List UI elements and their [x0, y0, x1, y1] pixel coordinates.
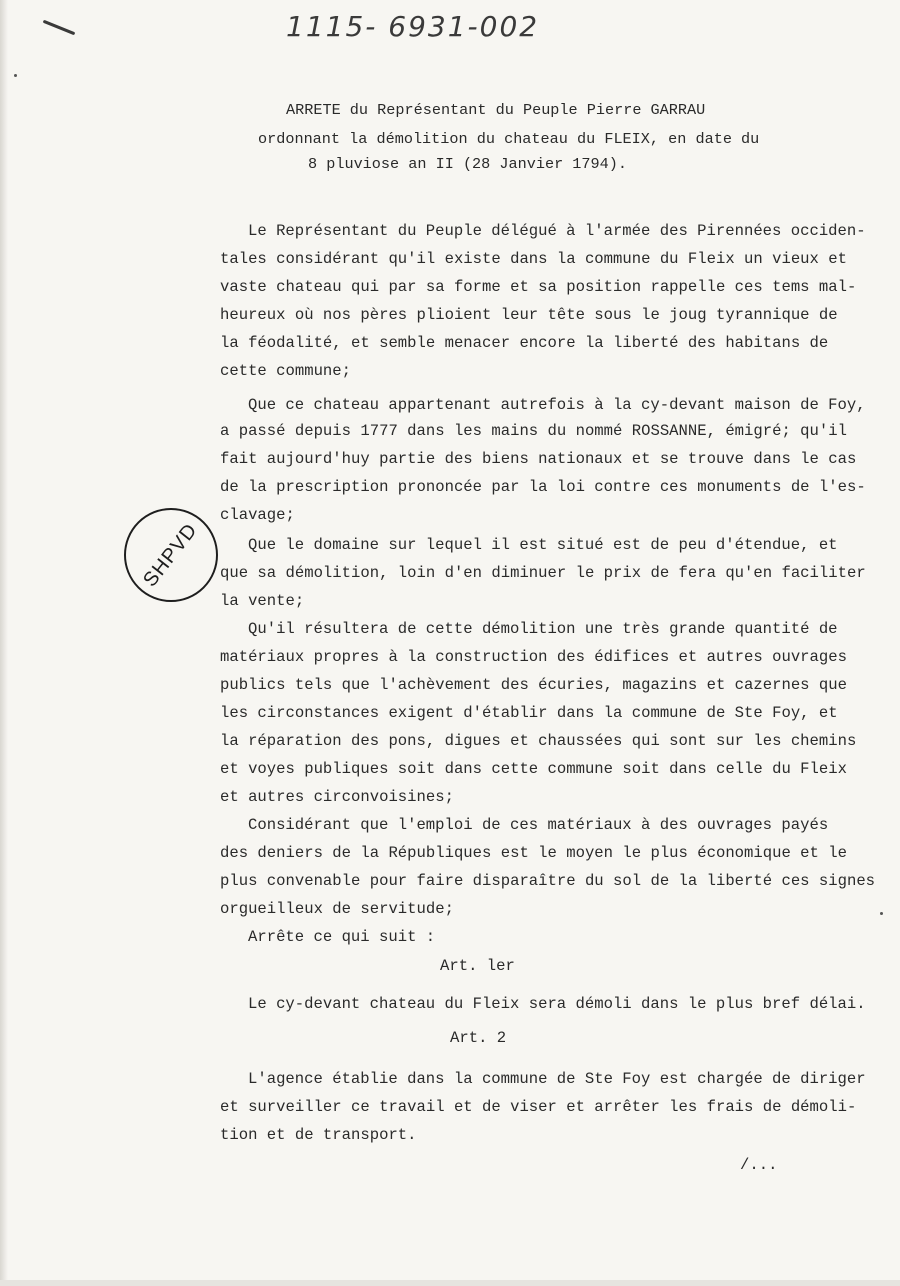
title-line-3: 8 pluviose an II (28 Janvier 1794). — [308, 155, 627, 173]
body-line: a passé depuis 1777 dans les mains du nommé ROSSANNE, émigré; qu'il — [220, 422, 847, 440]
handwritten-reference: 1115- 6931-002 — [286, 10, 540, 43]
page-bottom-edge — [0, 1280, 900, 1286]
body-line: la féodalité, et semble menacer encore la liberté des habitans de — [220, 334, 829, 352]
article-2-text: et surveiller ce travail et de viser et arrêter les frais de démoli- — [220, 1098, 857, 1116]
body-line: cette commune; — [220, 362, 352, 380]
body-line: Que le domaine sur lequel il est situé est de peu d'étendue, et — [248, 536, 838, 554]
body-line: la vente; — [220, 592, 305, 610]
body-line: les circonstances exigent d'établir dans la commune de Ste Foy, et — [220, 704, 838, 722]
speck — [14, 74, 17, 77]
article-2-text: tion et de transport. — [220, 1126, 417, 1144]
body-line: plus convenable pour faire disparaître du sol de la liberté ces signes — [220, 872, 876, 890]
article-2-heading: Art. 2 — [450, 1029, 507, 1047]
stamp-label: SHPVD — [139, 518, 203, 591]
title-line-2: ordonnant la démolition du chateau du FLEIX, en date du — [258, 130, 760, 148]
body-line: des deniers de la Républiques est le moyen le plus économique et le — [220, 844, 847, 862]
body-line: clavage; — [220, 506, 295, 524]
body-line: Que ce chateau appartenant autrefois à la cy-devant maison de Foy, — [248, 396, 866, 414]
continuation-mark: /... — [740, 1156, 778, 1174]
article-1-text: Le cy-devant chateau du Fleix sera démoli dans le plus bref délai. — [248, 995, 866, 1013]
body-line: fait aujourd'huy partie des biens nationaux et se trouve dans le cas — [220, 450, 857, 468]
title-line-1: ARRETE du Représentant du Peuple Pierre GARRAU — [286, 101, 706, 119]
body-line: orgueilleux de servitude; — [220, 900, 454, 918]
body-line: heureux où nos pères plioient leur tête sous le joug tyrannique de — [220, 306, 838, 324]
article-1-heading: Art. ler — [440, 957, 515, 975]
body-line: que sa démolition, loin d'en diminuer le prix de fera qu'en faciliter — [220, 564, 866, 582]
article-2-text: L'agence établie dans la commune de Ste Foy est chargée de diriger — [248, 1070, 866, 1088]
body-line: tales considérant qu'il existe dans la commune du Fleix un vieux et — [220, 250, 847, 268]
body-line: vaste chateau qui par sa forme et sa position rappelle ces tems mal- — [220, 278, 857, 296]
body-line: la réparation des pons, digues et chaussées qui sont sur les chemins — [220, 732, 857, 750]
body-line: et voyes publiques soit dans cette commune soit dans celle du Fleix — [220, 760, 847, 778]
page-edge-shadow — [0, 0, 8, 1286]
body-line: publics tels que l'achèvement des écuries, magazins et cazernes que — [220, 676, 847, 694]
body-line: Le Représentant du Peuple délégué à l'armée des Pirennées occiden- — [248, 222, 866, 240]
shpvd-stamp — [124, 508, 218, 602]
body-line: et autres circonvoisines; — [220, 788, 454, 806]
body-line: de la prescription prononcée par la loi contre ces monuments de l'es- — [220, 478, 866, 496]
speck — [880, 912, 883, 915]
pen-mark — [43, 20, 76, 36]
body-line: Considérant que l'emploi de ces matériaux à des ouvrages payés — [248, 816, 829, 834]
body-line: Qu'il résultera de cette démolition une très grande quantité de — [248, 620, 838, 638]
decree-intro: Arrête ce qui suit : — [248, 928, 436, 946]
body-line: matériaux propres à la construction des édifices et autres ouvrages — [220, 648, 847, 666]
